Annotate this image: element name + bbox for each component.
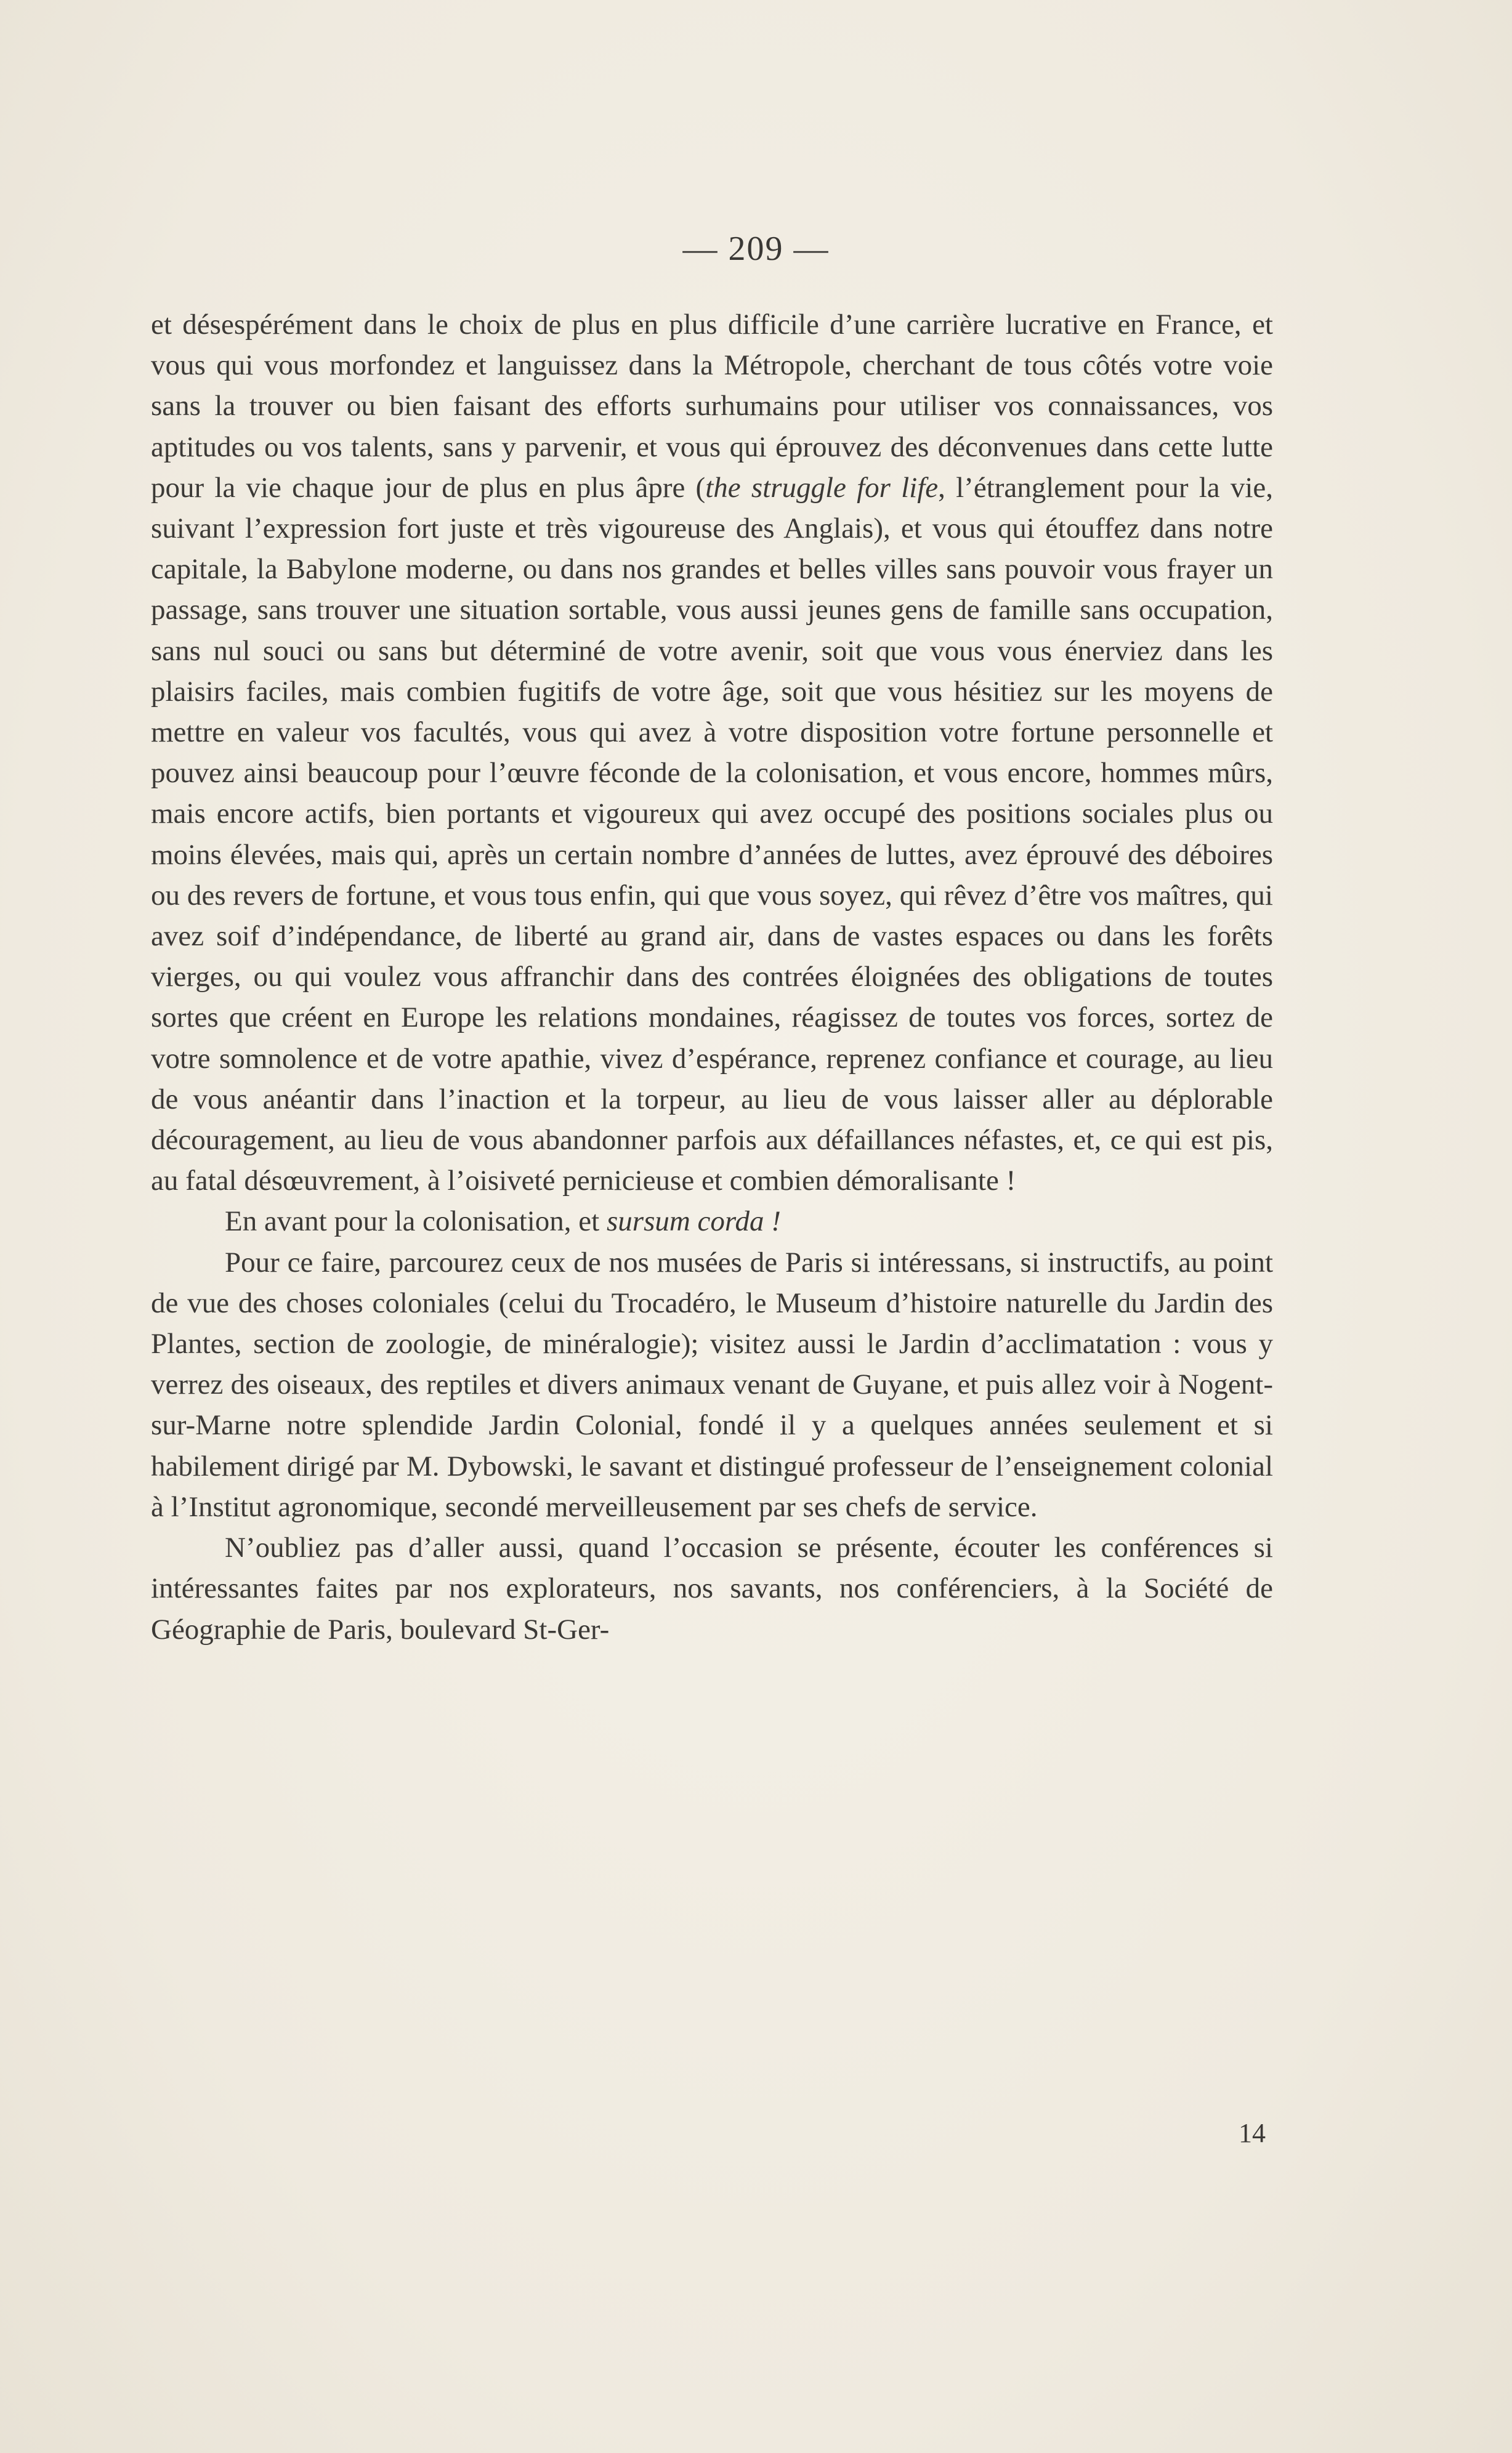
body-text bbox=[151, 304, 1273, 1650]
paragraph-4-text: N’oubliez pas d’aller aussi, quand l’occasion se présente, écouter les conférences si intéressantes faites par nos explorateurs, nos savants, nos conférenciers, à la Société de Géographie de Paris, boulevard St-Ger- bbox=[151, 1532, 1273, 1646]
paragraph-1-italic-phrase: the struggle for life bbox=[705, 471, 939, 504]
paragraph-2 bbox=[151, 1201, 1273, 1242]
signature-mark: 14 bbox=[1239, 2118, 1266, 2148]
page-number: — 209 — bbox=[682, 230, 830, 268]
paragraph-1-text-a: et désespérément dans le choix de plus en plus difficile d’une carrière lucrative en France, et vous qui vous morfondez et languissez dans la Métropole, cherchant de tous côtés votre voie sans la trouver ou bien faisant des efforts surhumains pour utiliser vos connaissances, vos aptitudes ou vos talents, sans y parvenir, et vous qui éprouvez des déconvenues dans cette lutte pour la vie chaque jour de plus en plus âpre ( bbox=[151, 309, 1273, 504]
paragraph-2-text-a: En avant pour la colonisation, et bbox=[225, 1205, 607, 1238]
paragraph-3 bbox=[151, 1242, 1273, 1527]
paragraph-2-italic-phrase: sursum corda ! bbox=[606, 1205, 781, 1238]
paragraph-1-text-b: , l’étranglement pour la vie, suivant l’expression fort juste et très vigoureuse des Anglais), et vous qui étouffez dans notre capitale, la Babylone moderne, ou dans nos grandes et belles villes sans pouvoir vous frayer un passage, sans trouver une situation sortable, vous aussi jeunes gens de famille sans occupation, sans nul souci ou sans but déterminé de votre avenir, soit que vous vous énerviez dans les plaisirs faciles, mais combien fugitifs de votre âge, soit que vous hésitiez sur les moyens de mettre en valeur vos facultés, vous qui avez à votre disposition votre fortune personnelle et pouvez ainsi beaucoup pour l’œuvre féconde de la colonisation, et vous encore, hommes mûrs, mais encore actifs, bien portants et vigoureux qui avez occupé des positions sociales plus ou moins élevées, mais qui, après un certain nombre d’années de luttes, avez éprouvé des déboires ou des revers de fortune, et vous tous enfin, qui que vous soyez, qui rêvez d’être vos maîtres, qui avez soif d’indépendance, de liberté au grand air, dans de vastes espaces ou dans les forêts vierges, ou qui voulez vous affranchir dans des contrées éloignées des obligations de toutes sortes que créent en Europe les relations mondaines, réagissez de toutes vos forces, sortez de votre somnolence et de votre apathie, vivez d’espérance, reprenez confiance et courage, au lieu de vous anéantir dans l’inaction et la torpeur, au lieu de vous laisser aller au déplorable découragement, au lieu de vous abandonner parfois aux défaillances néfastes, et, ce qui est pis, au fatal désœuvrement, à l’oisiveté pernicieuse et combien démoralisante ! bbox=[151, 471, 1273, 1197]
paragraph-4 bbox=[151, 1527, 1273, 1650]
paragraph-3-text: Pour ce faire, parcourez ceux de nos musées de Paris si intéressans, si instructifs, au point de vue des choses coloniales (celui du Trocadéro, le Museum d’histoire naturelle du Jardin des Plantes, section de zoologie, de minéralogie); visitez aussi le Jardin d’acclimatation : vous y verrez des oiseaux, des reptiles et divers animaux venant de Guyane, et puis allez voir à Nogent-sur-Marne notre splendide Jardin Colonial, fondé il y a quelques années seulement et si habilement dirigé par M. Dybowski, le savant et distingué professeur de l’enseignement colonial à l’Institut agronomique, secondé merveilleusement par ses chefs de service. bbox=[151, 1246, 1273, 1523]
paragraph-1 bbox=[151, 304, 1273, 1201]
